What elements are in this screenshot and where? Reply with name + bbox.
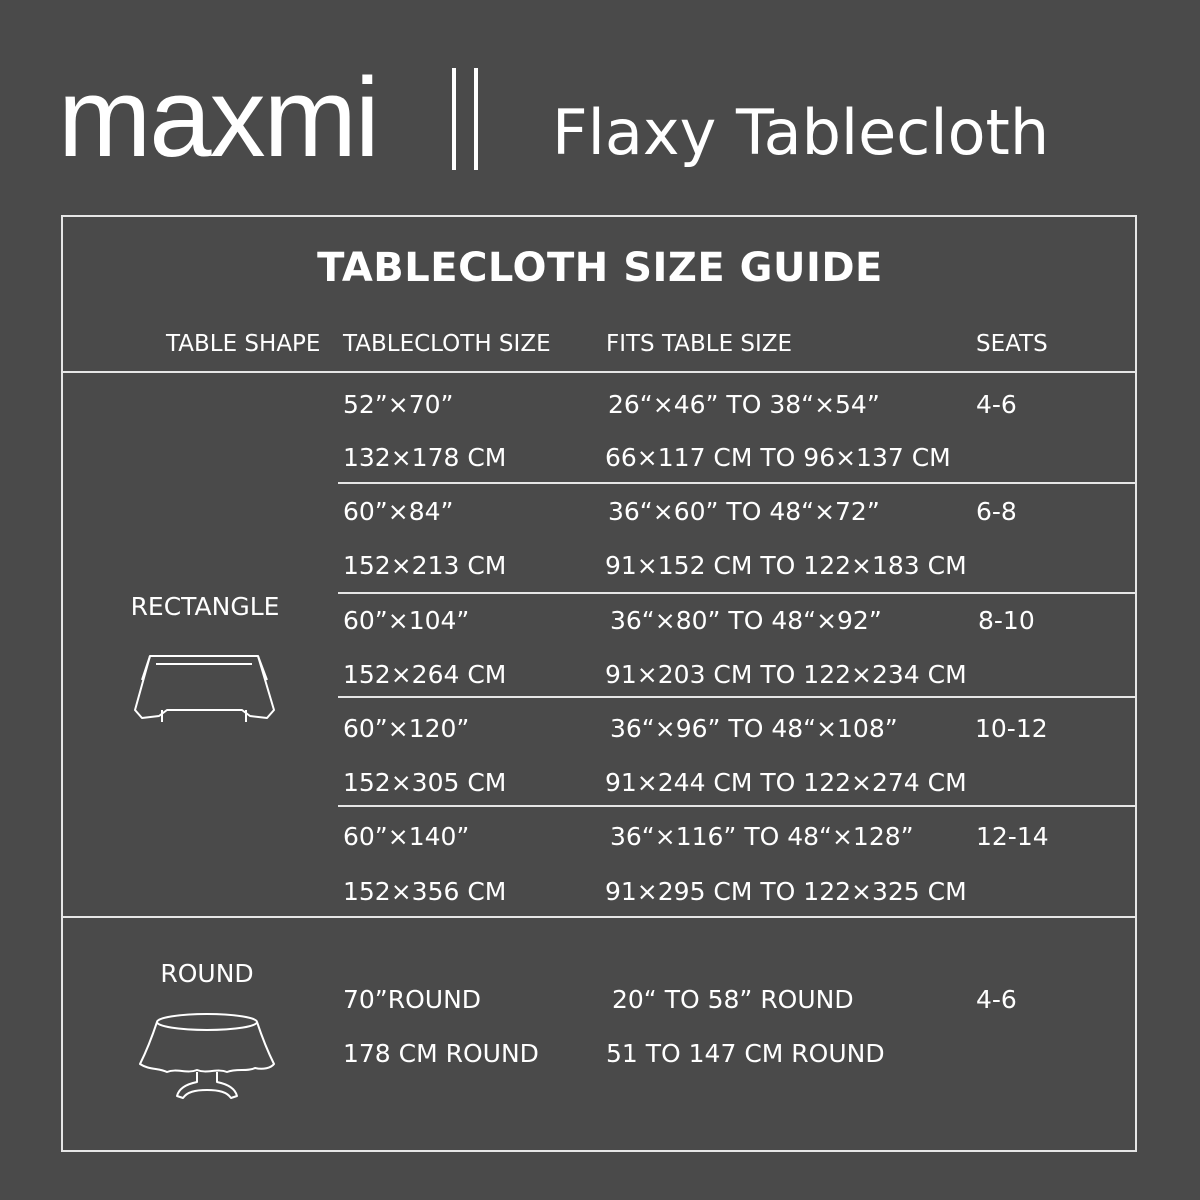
row2-size-cm: 152×213 CM	[343, 551, 507, 580]
row4-size-in: 60”×120”	[343, 714, 470, 743]
divider-row-4	[338, 805, 1137, 807]
row5-seats: 12-14	[976, 822, 1049, 851]
header-tablecloth-size: TABLECLOTH SIZE	[343, 331, 551, 357]
header-fits-table-size: FITS TABLE SIZE	[606, 331, 793, 357]
row1-fits-cm: 66×117 CM TO 96×137 CM	[605, 443, 951, 472]
header-table-shape: TABLE SHAPE	[166, 331, 321, 357]
row5-fits-cm: 91×295 CM TO 122×325 CM	[605, 877, 967, 906]
logo-bars	[452, 68, 482, 170]
row1-size-cm: 132×178 CM	[343, 443, 507, 472]
row4-size-cm: 152×305 CM	[343, 768, 507, 797]
divider-row-1	[338, 482, 1137, 484]
row1-seats: 4-6	[976, 390, 1017, 419]
row1-fits-in: 26“×46” TO 38“×54”	[608, 390, 880, 419]
shape-label-rectangle: RECTANGLE	[130, 592, 280, 621]
divider-row-2	[338, 592, 1137, 594]
header-seats: SEATS	[976, 331, 1048, 357]
row1-size-in: 52”×70”	[343, 390, 454, 419]
divider-header	[61, 371, 1137, 373]
divider-row-3	[338, 696, 1137, 698]
round-fits-cm: 51 TO 147 CM ROUND	[606, 1039, 885, 1068]
row4-fits-cm: 91×244 CM TO 122×274 CM	[605, 768, 967, 797]
row3-fits-cm: 91×203 CM TO 122×234 CM	[605, 660, 967, 689]
row2-fits-in: 36“×60” TO 48“×72”	[608, 497, 880, 526]
row3-seats: 8-10	[978, 606, 1035, 635]
row4-seats: 10-12	[975, 714, 1048, 743]
row3-size-in: 60”×104”	[343, 606, 470, 635]
row2-fits-cm: 91×152 CM TO 122×183 CM	[605, 551, 967, 580]
row3-fits-in: 36“×80” TO 48“×92”	[610, 606, 882, 635]
divider-rectangle-round	[61, 916, 1137, 918]
round-table-icon	[137, 1010, 277, 1102]
round-size-cm: 178 CM ROUND	[343, 1039, 539, 1068]
brand-logo: maxmi	[58, 55, 378, 180]
guide-title: TABLECLOTH SIZE GUIDE	[317, 245, 883, 291]
row5-fits-in: 36“×116” TO 48“×128”	[610, 822, 914, 851]
shape-label-round: ROUND	[160, 959, 254, 988]
round-fits-in: 20“ TO 58” ROUND	[612, 985, 854, 1014]
rectangle-table-icon	[132, 650, 277, 725]
round-seats: 4-6	[976, 985, 1017, 1014]
row5-size-cm: 152×356 CM	[343, 877, 507, 906]
row3-size-cm: 152×264 CM	[343, 660, 507, 689]
row5-size-in: 60”×140”	[343, 822, 470, 851]
round-size-in: 70”ROUND	[343, 985, 482, 1014]
row4-fits-in: 36“×96” TO 48“×108”	[610, 714, 898, 743]
product-title: Flaxy Tablecloth	[552, 96, 1050, 169]
row2-size-in: 60”×84”	[343, 497, 454, 526]
row2-seats: 6-8	[976, 497, 1017, 526]
